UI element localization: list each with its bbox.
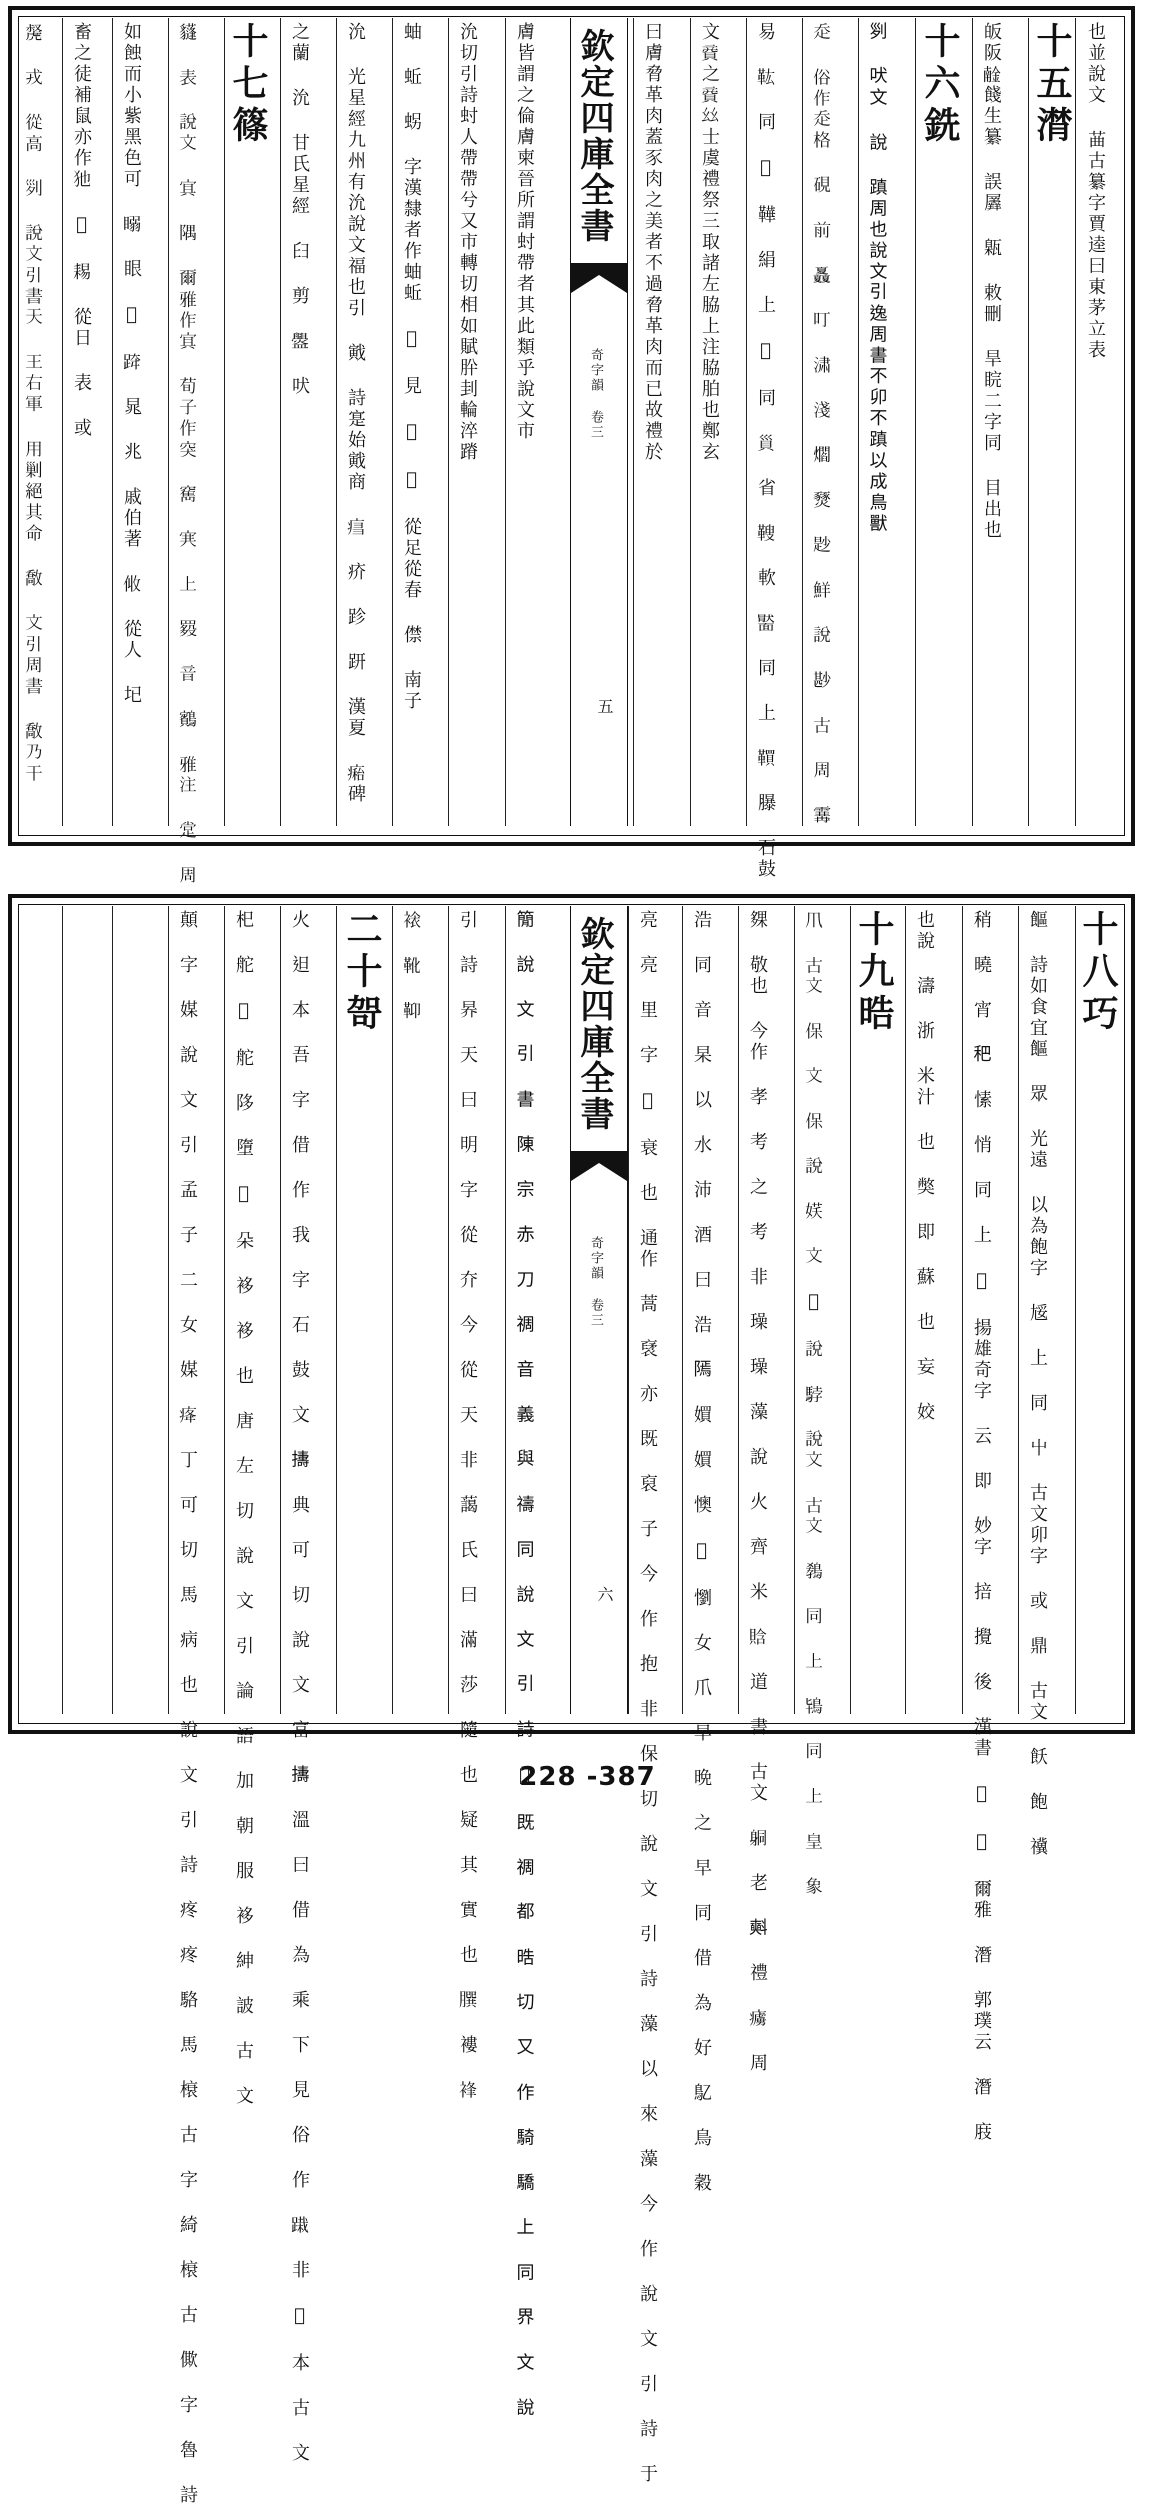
column-rule: [1028, 18, 1029, 826]
column-rule: [280, 906, 281, 1714]
text-column: 曰膚脅革肉蓋豕肉之美者不過脅革肉而已故禮於: [642, 22, 663, 463]
column-rule: [62, 906, 63, 1714]
text-column: 𧺆 俗作𧺆格 硯 前 𡖃 叮 㴋 淺 爓 燹 尟 鮮 說 尠 古 周 𩄢: [811, 22, 832, 826]
column-rule: [392, 18, 393, 826]
text-column: 如蝕而小紫黑色可 𥉧 眼 𥉨 𨀗 晁 兆 戚伯著 𠈅 從人 𡉏: [121, 22, 142, 706]
folio-number: 六: [595, 1586, 614, 1602]
rhyme-heading: 十五潸: [1031, 22, 1073, 148]
text-column: 𥳑 說 文 引 書 陳 宗 赤 刀 禂 音 義 與 禱 同 說 文 引 詩 𥜌 既 禂 都 晧 切 又 作 騎 驕 上 同 界 文 說: [514, 910, 535, 2419]
rhyme-heading: 二十哿: [341, 910, 383, 1036]
column-rule: [224, 906, 225, 1714]
column-rule: [628, 906, 629, 1714]
center-fold: [570, 906, 628, 1714]
column-rule: [112, 906, 113, 1714]
column-rule: [1075, 18, 1076, 826]
column-rule: [746, 18, 747, 826]
column-rule: [905, 906, 906, 1714]
column-rule: [915, 18, 916, 826]
text-column: 𤓯 古文 保 文 保 說 𡝩 文 𢡮 說 𩣡 說文 古文 𪁡 同 上 鴇 同 上 皇 象: [803, 910, 824, 1897]
center-fold: [570, 18, 628, 826]
column-rule: [1075, 906, 1076, 1714]
column-rule: [850, 906, 851, 1714]
text-column: 之蘭 沇 甘氏星經 𦥑 剪 𥃘 吠: [289, 22, 310, 397]
text-column: 𧇝 戎 從高 𠛱 說文引書天 王右軍 用剿絕其命 敿 文引周書 敿乃干: [23, 22, 44, 784]
center-title: 欽定四庫全書: [574, 916, 614, 1132]
column-rule: [962, 906, 963, 1714]
text-column: 稍 曉 宵 𥝧 愫 悄 同 上 𤈵 揚雄奇字 云 即 妙字 掊 攪 後 漢書 𥬪 𥬡 爾雅 潛 郭璞云 潛 庪: [971, 910, 992, 2143]
center-subtitle: 奇字韻 卷三: [588, 1236, 603, 1328]
text-column: 𠛱 吠文 說 蹎周也說文引逸周書不卯不蹎以成鳥獸: [867, 22, 888, 535]
column-rule: [794, 906, 795, 1714]
column-rule: [62, 18, 63, 826]
top-page: [0, 6, 1175, 886]
column-rule: [448, 18, 449, 826]
column-rule: [682, 906, 683, 1714]
column-rule: [448, 906, 449, 1714]
column-rule: [112, 18, 113, 826]
text-column: 沇 光星經九州有沇說文福也引 戭 詩寔始戭商 𤶍 疥 跈 趼 漢夏 𤹇碑: [345, 22, 366, 805]
text-column: 也說 濤 浙 米汁 也 獘 即 蘇 也 妄 姣: [914, 910, 935, 1423]
text-column: 𧛄 靴 䩕: [401, 910, 422, 1021]
column-rule: [690, 18, 691, 826]
text-column: 沇切引詩䖞人帶帶兮又市轉切相如賦肸刲輪淬蹐: [457, 22, 478, 463]
text-column: 亮 亮 里 字 𡫏 衰 也 通作 蒿 裦 亦 既 裒 子 今 作 抱 非 保 切 說 文 引 詩 藻 以 來 藻 今 作 說 文 引 詩 于: [637, 910, 658, 2485]
center-title: 欽定四庫全書: [574, 28, 614, 244]
text-column: 引 詩 昦 天 曰 明 字 從 夰 今 從 天 非 藹 氏 曰 滿 莎 隨 也 疑 其 實 也 𦠆 褸 𧚋: [457, 910, 478, 2101]
page-number: 228 -387: [519, 1762, 656, 1792]
text-column: 文𧶜之𧶜𢆶士虞禮祭三取諸左脇上注脇胉也鄭玄: [699, 22, 720, 463]
column-rule: [858, 18, 859, 826]
column-rule: [224, 18, 225, 826]
column-rule: [336, 906, 337, 1714]
column-rule: [633, 18, 634, 826]
text-column: 也並說文 䒼古纂字賈逵曰東茅立表: [1085, 22, 1106, 361]
text-column: 膚皆謂之倫膚柬晉所謂䖞帶者其此類乎說文市: [514, 22, 535, 442]
column-rule: [505, 906, 506, 1714]
text-column: 饇 詩如食宜饇 眾 光遠 以為飽字 㞂 上 同 屮 古文卯字 或 鼎 古文 飫 飽 𥜥: [1027, 910, 1048, 1858]
column-rule: [168, 18, 169, 826]
column-rule: [392, 906, 393, 1714]
text-column: 顛 字 媒 說 文 引 孟 子 二 女 媒 𤵸 丁 可 切 馬 病 也 說 文 引 詩 疼 疼 駱 馬 榱 古 字 綺 榱 古 僛 字 魯 詩: [177, 910, 198, 2506]
column-rule: [738, 906, 739, 1714]
column-rule: [802, 18, 803, 826]
rhyme-heading: 十七篠: [227, 22, 269, 148]
text-column: 易 𩉦 同 𩎟 鞾 絹 上 𣓨 同 𧴲 省 𩌅 軟 𩉂 同 上 𩍃 𦢊 石鼓: [755, 22, 776, 880]
text-column: 𣏌 舵 𤆮 舵 陊 墮 𡎸 朵 袳 袳 也 唐 左 切 說 文 引 論 語 加 朝 服 袳 紳 詖 古 文: [233, 910, 254, 2107]
center-subtitle: 奇字韻 卷三: [588, 348, 603, 440]
column-rule: [336, 18, 337, 826]
column-rule: [972, 18, 973, 826]
rhyme-heading: 十六銑: [919, 22, 961, 148]
text-column: 皈阪𨩧餞生纂 誤羼 甈 敕刪 旱睆二字同 目出也: [981, 22, 1002, 541]
column-rule: [168, 906, 169, 1714]
text-column: 㚌 敬也 今作 孝 考 之 考 非 璪 璪 藻 說 火 齊 米 𧶗 道 書 古文 𨈹 老 𣂏 禮 𤺿 周: [747, 910, 768, 2074]
folio-number: 五: [595, 698, 614, 714]
column-rule: [505, 18, 506, 826]
text-column: 蚰 蚯 𧊅 字漢隸者作蚰蚯 𢑴 見 𧗱 𨁏 從足從春 僸 南子: [401, 22, 422, 712]
text-column: 浩 同 音 杲 以 水 沛 酒 曰 浩 𨻳 㜥 㜥 懊 𢥾 懰 女 爪 早 晩 之 早 同 借 為 好 鳦 鳥 穀: [691, 910, 712, 2194]
column-rule: [280, 18, 281, 826]
text-column: 畜之徒補鼠亦作𤜣 𦔧 𦓻 從日 表 或: [71, 22, 92, 439]
fishtail-mark: [571, 263, 627, 293]
rhyme-heading: 十九晧: [853, 910, 895, 1036]
text-column: 火 𨑨 本 吾 字 借 作 我 字 石 鼓 文 𢷬 典 可 切 說 文 富 𢷬 溫 曰 借 為 乘 下 見 俗 作 𨃭 非 𡚃 本 古 文: [289, 910, 310, 2464]
fishtail-mark: [571, 1151, 627, 1181]
text-column: 𧴟 表 說文 𡨋 隅 爾雅作𡨋 荀子作突 𥨣 𡨄 上 𦋲 音 𪇕 雅注 䟫 周: [177, 22, 198, 886]
column-rule: [1018, 906, 1019, 1714]
rhyme-heading: 十八巧: [1077, 910, 1119, 1036]
